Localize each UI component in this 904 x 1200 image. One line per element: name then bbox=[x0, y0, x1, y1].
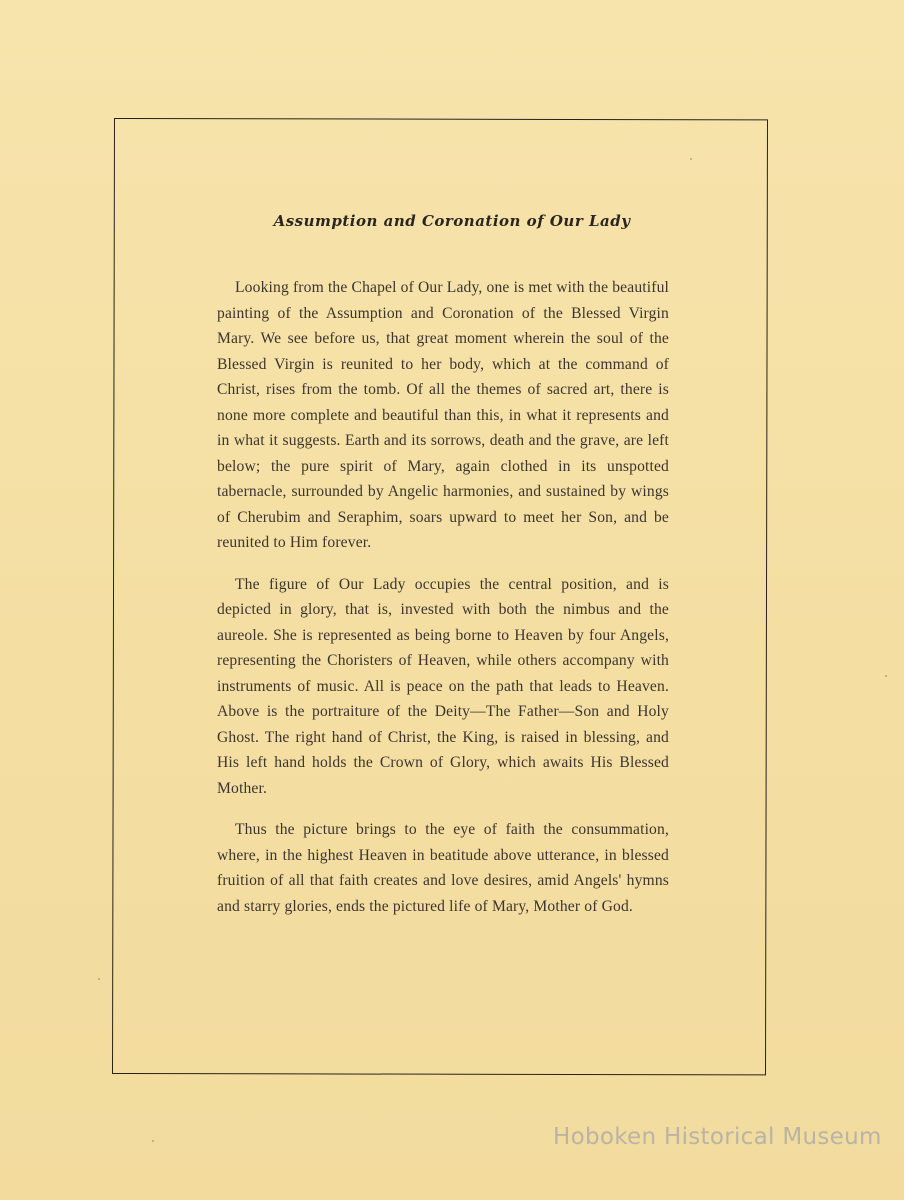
paper-speck bbox=[885, 675, 887, 677]
paper-speck bbox=[98, 978, 100, 980]
body-text bbox=[217, 275, 669, 935]
paragraph-2: The figure of Our Lady occupies the central position, and is depicted in glory, that is, invested with both the nimbus and the aureole. She is represented as being borne to Heaven by four Angels, representing the Choristers of Heaven, while others accompany with instruments of music. All is peace on the path that leads to Heaven. Above is the portraiture of the Deity—The Father—Son and Holy Ghost. The right hand of Christ, the King, is raised in blessing, and His left hand holds the Crown of Glory, which awaits His Blessed Mother. bbox=[217, 575, 669, 797]
paragraph-3: Thus the picture brings to the eye of faith the consummation, where, in the highest Heaven in beatitude above utterance, in blessed fruition of all that faith creates and love desires, amid Angels' hymns and starry glories, ends the pictured life of Mary, Mother of God. bbox=[217, 821, 669, 915]
paper-speck bbox=[152, 1140, 154, 1142]
page-title: Assumption and Coronation of Our Lady bbox=[273, 212, 631, 230]
paper-speck bbox=[690, 158, 692, 160]
museum-watermark: Hoboken Historical Museum bbox=[553, 1124, 882, 1150]
paragraph-1: Looking from the Chapel of Our Lady, one is met with the beautiful painting of the Assumption and Coronation of the Blessed Virgin Mary. We see before us, that great moment wherein the soul of the Blessed Virgin is reunited to her body, which at the command of Christ, rises from the tomb. Of all the themes of sacred art, there is none more complete and beautiful than this, in what it represents and in what it suggests. Earth and its sorrows, death and the grave, are left below; the pure spirit of Mary, again clothed in its unspotted tabernacle, surrounded by Angelic harmonies, and sustained by wings of Cherubim and Seraphim, soars upward to meet her Son, and be reunited to Him forever. bbox=[217, 279, 669, 551]
